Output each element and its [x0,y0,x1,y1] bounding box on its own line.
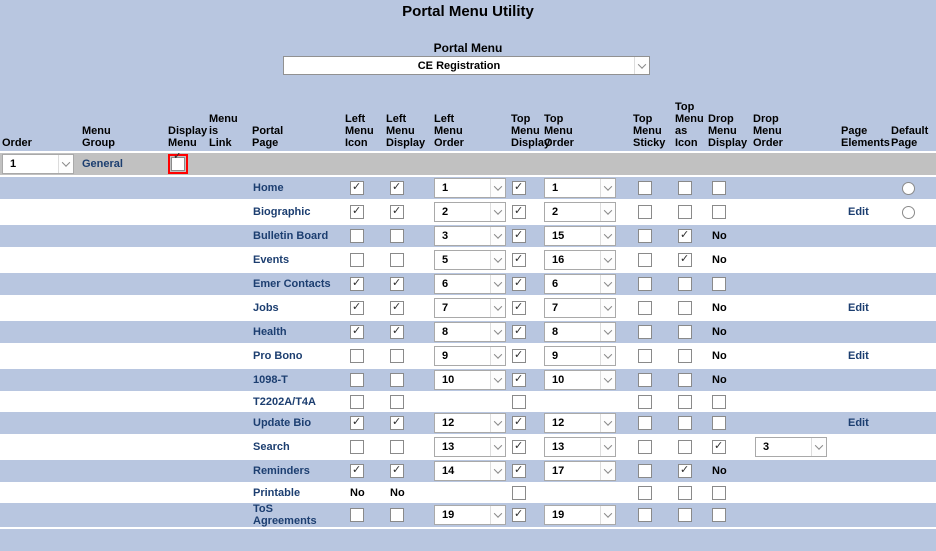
top-menu-order-select-value: 17 [552,465,565,477]
order-select[interactable] [2,154,74,174]
left-menu-order-select[interactable] [434,370,506,390]
left-menu-icon-checkbox[interactable] [350,277,364,291]
top-menu-as-icon-checkbox[interactable] [678,373,692,387]
top-menu-order-select[interactable] [544,461,616,481]
drop-menu-display-checkbox[interactable] [712,486,726,500]
top-menu-sticky-checkbox[interactable] [638,349,652,363]
table-row [0,320,936,344]
drop-menu-display-text: No [712,350,727,362]
left-menu-order-select[interactable] [434,226,506,246]
column-header-top-menu-sticky: Top Menu Sticky [631,95,673,152]
page-elements-edit-link[interactable]: Edit [848,206,869,218]
portal-page-link[interactable]: Health [253,326,287,338]
portal-page-link[interactable]: Bulletin Board [253,230,329,242]
column-header-left-menu-order: Left Menu Order [432,95,509,152]
left-menu-icon-checkbox[interactable] [350,508,364,522]
table-row [0,483,936,502]
left-menu-order-select-value: 13 [442,441,455,453]
column-header-top-menu-order: Top Menu Order [542,95,631,152]
chevron-down-icon [600,251,615,269]
left-menu-order-select[interactable] [434,346,506,366]
left-menu-display-checkbox[interactable] [390,205,404,219]
left-menu-order-select-value: 3 [442,230,449,242]
top-menu-sticky-checkbox[interactable] [638,277,652,291]
left-menu-order-select[interactable] [434,505,506,525]
chevron-down-icon [490,251,505,269]
table-row [0,224,936,248]
top-menu-display-checkbox[interactable] [512,395,526,409]
drop-menu-order-select[interactable] [755,437,827,457]
drop-menu-display-text: No [712,374,727,386]
top-menu-as-icon-checkbox[interactable] [678,253,692,267]
left-menu-order-select-value: 19 [442,509,455,521]
left-menu-order-select[interactable] [434,437,506,457]
column-header-top-menu-display: Top Menu Display [509,95,542,152]
top-menu-display-checkbox[interactable] [512,301,526,315]
left-menu-icon-checkbox[interactable] [350,229,364,243]
left-menu-icon-checkbox[interactable] [350,440,364,454]
left-menu-order-select[interactable] [434,413,506,433]
top-menu-display-checkbox[interactable] [512,205,526,219]
top-menu-sticky-checkbox[interactable] [638,508,652,522]
left-menu-order-select-value: 1 [442,182,449,194]
column-header-default-page: Default Page [889,95,936,152]
left-menu-order-select-value: 5 [442,254,449,266]
left-menu-icon-checkbox[interactable] [350,349,364,363]
top-menu-sticky-checkbox[interactable] [638,301,652,315]
left-menu-display-checkbox[interactable] [390,440,404,454]
column-header-menu-is-link: Menu is Link [207,95,250,152]
chevron-down-icon [490,462,505,480]
left-menu-display-checkbox[interactable] [390,508,404,522]
top-menu-order-select[interactable] [544,178,616,198]
top-menu-display-checkbox[interactable] [512,277,526,291]
left-menu-order-select[interactable] [434,322,506,342]
top-menu-order-select[interactable] [544,413,616,433]
chevron-down-icon [600,275,615,293]
column-header-portal-page: Portal Page [250,95,343,152]
top-menu-display-checkbox[interactable] [512,181,526,195]
left-menu-display-checkbox[interactable] [390,349,404,363]
portal-page-link[interactable]: ToS Agreements [253,503,317,527]
left-menu-display-checkbox[interactable] [390,464,404,478]
left-menu-icon-checkbox[interactable] [350,464,364,478]
table-row [0,176,936,200]
left-menu-display-checkbox[interactable] [390,277,404,291]
left-menu-display-checkbox[interactable] [390,373,404,387]
left-menu-icon-checkbox[interactable] [350,416,364,430]
top-menu-sticky-checkbox[interactable] [638,464,652,478]
top-menu-display-checkbox[interactable] [512,416,526,430]
table-row [0,344,936,368]
top-menu-sticky-checkbox[interactable] [638,416,652,430]
top-menu-as-icon-checkbox[interactable] [678,440,692,454]
chevron-down-icon [600,347,615,365]
table-row [0,368,936,392]
table-row [0,272,936,296]
left-menu-order-select[interactable] [434,274,506,294]
table-row [0,459,936,483]
chevron-down-icon [490,203,505,221]
portal-page-link[interactable]: Emer Contacts [253,278,331,290]
drop-menu-display-text: No [712,302,727,314]
column-header-page-elements: Page Elements [839,95,889,152]
table-row [0,502,936,528]
top-menu-sticky-checkbox[interactable] [638,181,652,195]
left-menu-icon-text: No [350,486,365,499]
chevron-down-icon [490,299,505,317]
column-header-display-menu: Display Menu [166,95,207,152]
table-header [0,95,936,152]
portal-menu-table [0,95,936,529]
top-menu-as-icon-checkbox[interactable] [678,181,692,195]
chevron-down-icon [600,462,615,480]
menu-group-label: General [82,158,123,170]
chevron-down-icon [811,438,826,456]
left-menu-order-select-value: 7 [442,302,449,314]
highlight-box [168,154,188,174]
top-menu-order-select-value: 19 [552,509,565,521]
top-menu-order-select[interactable] [544,250,616,270]
chevron-down-icon [490,438,505,456]
table-row [0,200,936,224]
portal-page-link[interactable]: T2202A/T4A [253,395,316,408]
portal-menu-select[interactable] [283,56,650,75]
top-menu-as-icon-checkbox[interactable] [678,301,692,315]
chevron-down-icon [490,414,505,432]
column-header-left-menu-display: Left Menu Display [384,95,432,152]
left-menu-order-select[interactable] [434,178,506,198]
left-menu-icon-checkbox[interactable] [350,301,364,315]
top-menu-as-icon-checkbox[interactable] [678,349,692,363]
chevron-down-icon [600,179,615,197]
order-select-value: 1 [10,158,17,170]
top-menu-display-checkbox[interactable] [512,325,526,339]
top-menu-order-select-value: 6 [552,278,559,290]
top-menu-display-checkbox[interactable] [512,229,526,243]
table-row [0,435,936,459]
chevron-down-icon [600,371,615,389]
table-body [0,152,936,528]
left-menu-order-select[interactable] [434,202,506,222]
chevron-down-icon [490,275,505,293]
left-menu-order-select[interactable] [434,298,506,318]
top-menu-display-checkbox[interactable] [512,464,526,478]
left-menu-order-select-value: 14 [442,465,455,477]
drop-menu-display-checkbox[interactable] [712,181,726,195]
top-menu-as-icon-checkbox[interactable] [678,325,692,339]
portal-page-link[interactable]: 1098-T [253,374,288,386]
chevron-down-icon [600,203,615,221]
default-page-radio[interactable] [902,182,915,195]
top-menu-sticky-checkbox[interactable] [638,253,652,267]
chevron-down-icon [600,414,615,432]
page-title: Portal Menu Utility [402,3,534,20]
left-menu-order-select-value: 10 [442,374,455,386]
portal-menu-label: Portal Menu [433,41,503,55]
left-menu-icon-checkbox[interactable] [350,325,364,339]
portal-page-link[interactable]: Pro Bono [253,350,303,362]
column-header-menu-group: Menu Group [80,95,166,152]
top-menu-display-checkbox[interactable] [512,373,526,387]
menu-group-row [0,152,936,176]
drop-menu-display-checkbox[interactable] [712,205,726,219]
chevron-down-icon [490,347,505,365]
top-menu-sticky-checkbox[interactable] [638,373,652,387]
portal-page-link[interactable]: Reminders [253,465,310,477]
chevron-down-icon [490,506,505,524]
drop-menu-order-select-value: 3 [763,441,770,453]
top-menu-order-select[interactable] [544,274,616,294]
top-menu-order-select[interactable] [544,202,616,222]
left-menu-display-checkbox[interactable] [390,395,404,409]
left-menu-order-select-value: 6 [442,278,449,290]
chevron-down-icon [58,155,73,173]
column-header-left-menu-icon: Left Menu Icon [343,95,384,152]
portal-page-link[interactable]: Home [253,182,284,194]
left-menu-display-checkbox[interactable] [390,416,404,430]
top-menu-order-select-value: 12 [552,417,565,429]
left-menu-icon-checkbox[interactable] [350,373,364,387]
top-menu-order-select[interactable] [544,346,616,366]
table-row [0,296,936,320]
left-menu-order-select-value: 2 [442,206,449,218]
top-menu-display-checkbox[interactable] [512,349,526,363]
top-menu-display-checkbox[interactable] [512,486,526,500]
top-menu-as-icon-checkbox[interactable] [678,486,692,500]
left-menu-order-select-value: 8 [442,326,449,338]
column-header-drop-menu-display: Drop Menu Display [706,95,751,152]
top-menu-order-select[interactable] [544,298,616,318]
top-menu-order-select[interactable] [544,322,616,342]
top-menu-as-icon-checkbox[interactable] [678,229,692,243]
chevron-down-icon [634,57,649,74]
page-elements-edit-link[interactable]: Edit [848,350,869,362]
drop-menu-display-text: No [712,230,727,242]
top-menu-order-select-value: 1 [552,182,559,194]
top-menu-sticky-checkbox[interactable] [638,486,652,500]
top-menu-sticky-checkbox[interactable] [638,325,652,339]
top-menu-order-select-value: 15 [552,230,565,242]
top-menu-order-select-value: 16 [552,254,565,266]
chevron-down-icon [600,299,615,317]
drop-menu-display-checkbox[interactable] [712,395,726,409]
portal-menu-selected-value: CE Registration [417,59,501,72]
chevron-down-icon [600,438,615,456]
table-row [0,392,936,411]
portal-page-link[interactable]: Biographic [253,206,311,218]
column-header-top-menu-as-icon: Top Menu as Icon [673,95,706,152]
table-row [0,411,936,435]
page-elements-edit-link[interactable]: Edit [848,417,869,429]
left-menu-order-select-value: 12 [442,417,455,429]
left-menu-display-checkbox[interactable] [390,253,404,267]
left-menu-display-checkbox[interactable] [390,229,404,243]
top-menu-order-select-value: 13 [552,441,565,453]
top-menu-order-select-value: 2 [552,206,559,218]
left-menu-display-text: No [390,486,405,499]
display-menu-checkbox[interactable] [171,157,185,171]
chevron-down-icon [490,179,505,197]
top-menu-as-icon-checkbox[interactable] [678,464,692,478]
top-menu-order-select[interactable] [544,226,616,246]
page-elements-edit-link[interactable]: Edit [848,302,869,314]
left-menu-icon-checkbox[interactable] [350,205,364,219]
default-page-radio[interactable] [902,206,915,219]
left-menu-display-checkbox[interactable] [390,325,404,339]
left-menu-order-select[interactable] [434,461,506,481]
top-menu-display-checkbox[interactable] [512,253,526,267]
chevron-down-icon [490,323,505,341]
left-menu-icon-checkbox[interactable] [350,181,364,195]
left-menu-order-select[interactable] [434,250,506,270]
top-menu-as-icon-checkbox[interactable] [678,508,692,522]
drop-menu-display-text: No [712,465,727,477]
top-menu-order-select-value: 9 [552,350,559,362]
top-menu-as-icon-checkbox[interactable] [678,205,692,219]
portal-page-link[interactable]: Update Bio [253,417,312,429]
top-menu-display-checkbox[interactable] [512,440,526,454]
drop-menu-display-text: No [712,326,727,338]
top-menu-order-select[interactable] [544,505,616,525]
drop-menu-display-checkbox[interactable] [712,416,726,430]
table-row [0,248,936,272]
chevron-down-icon [600,323,615,341]
top-menu-sticky-checkbox[interactable] [638,395,652,409]
drop-menu-display-checkbox[interactable] [712,440,726,454]
chevron-down-icon [490,371,505,389]
left-menu-display-checkbox[interactable] [390,301,404,315]
top-menu-as-icon-checkbox[interactable] [678,416,692,430]
top-menu-order-select-value: 8 [552,326,559,338]
top-menu-sticky-checkbox[interactable] [638,440,652,454]
chevron-down-icon [600,227,615,245]
left-menu-order-select-value: 9 [442,350,449,362]
drop-menu-display-checkbox[interactable] [712,508,726,522]
portal-page-link[interactable]: Jobs [253,302,279,314]
top-menu-order-select-value: 10 [552,374,565,386]
left-menu-display-checkbox[interactable] [390,181,404,195]
portal-page-link[interactable]: Printable [253,486,301,499]
top-menu-order-select-value: 7 [552,302,559,314]
column-header-drop-menu-order: Drop Menu Order [751,95,839,152]
top-menu-sticky-checkbox[interactable] [638,205,652,219]
top-menu-sticky-checkbox[interactable] [638,229,652,243]
top-menu-as-icon-checkbox[interactable] [678,395,692,409]
portal-page-link[interactable]: Events [253,254,290,266]
portal-page-link[interactable]: Search [253,441,290,453]
top-menu-order-select[interactable] [544,437,616,457]
header-row [0,95,936,152]
left-menu-icon-checkbox[interactable] [350,395,364,409]
top-menu-as-icon-checkbox[interactable] [678,277,692,291]
top-menu-order-select[interactable] [544,370,616,390]
left-menu-icon-checkbox[interactable] [350,253,364,267]
drop-menu-display-checkbox[interactable] [712,277,726,291]
chevron-down-icon [490,227,505,245]
top-menu-display-checkbox[interactable] [512,508,526,522]
chevron-down-icon [600,506,615,524]
drop-menu-display-text: No [712,254,727,266]
column-header-order: Order [0,95,80,152]
